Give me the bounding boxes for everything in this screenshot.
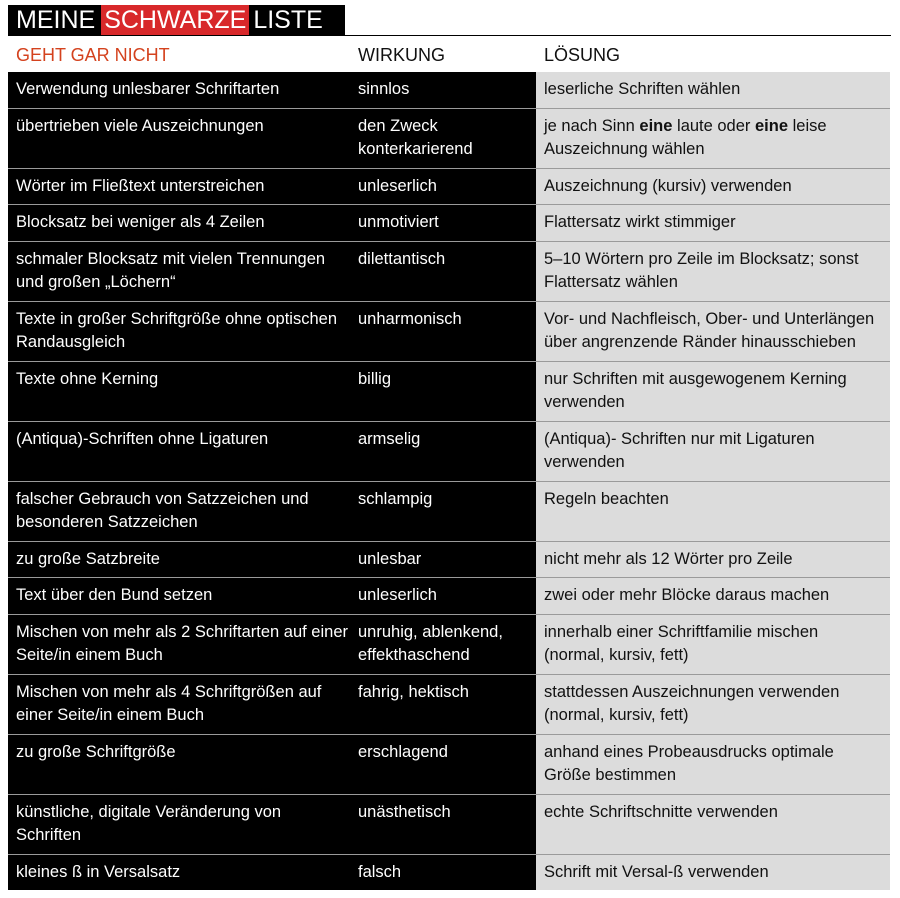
effect-cell: den Zweck konterkarierend: [358, 116, 473, 158]
effect-cell: sinnlos: [358, 80, 410, 98]
problem-cell: Mischen von mehr als 2 Schriftarten auf einer Seite/in einem Buch: [16, 622, 348, 664]
problem-cell: Mischen von mehr als 4 Schriftgrößen auf einer Seite/in einem Buch: [16, 682, 322, 724]
solution-text: laute oder: [672, 116, 755, 135]
effect-cell: unmotiviert: [358, 213, 439, 231]
table-row: [8, 795, 890, 855]
effect-cell: armselig: [358, 429, 421, 448]
title-part-meine: MEINE: [8, 5, 101, 35]
column-header-problem: GEHT GAR NICHT: [16, 45, 170, 65]
problem-cell: schmaler Blocksatz mit vielen Trennungen und großen „Löchern“: [16, 249, 326, 291]
problem-cell: falscher Gebrauch von Satzzeichen und besonderen Satzzeichen: [16, 489, 309, 531]
table-row: [8, 242, 890, 302]
problem-cell: Blocksatz bei weniger als 4 Zeilen: [16, 213, 265, 231]
solution-cell: nur Schriften mit ausgewogenem Kerning verwenden: [536, 362, 890, 421]
effect-cell: schlampig: [358, 489, 433, 508]
page-title: [8, 5, 345, 35]
solution-text: je nach Sinn: [544, 116, 640, 135]
table-row: [8, 855, 890, 891]
solution-cell: Auszeichnung (kursiv) verwenden: [536, 169, 890, 205]
effect-cell: unharmonisch: [358, 309, 462, 328]
effect-cell: erschlagend: [358, 742, 448, 761]
solution-cell: Vor- und Nachfleisch, Ober- und Unterlängen über angrenzende Ränder hinausschieben: [536, 302, 890, 361]
solution-cell: 5–10 Wörtern pro Zeile im Blocksatz; sonst Flattersatz wählen: [536, 242, 890, 301]
problem-cell: übertrieben viele Auszeichnungen: [16, 116, 264, 135]
solution-cell: Regeln beachten: [536, 482, 890, 541]
solution-emphasis: eine: [639, 116, 673, 135]
solution-cell: [536, 109, 890, 168]
solution-cell: leserliche Schriften wählen: [536, 72, 890, 108]
effect-cell: unleserlich: [358, 586, 437, 604]
solution-cell: Flattersatz wirkt stimmiger: [536, 205, 890, 241]
solution-cell: zwei oder mehr Blöcke daraus machen: [536, 578, 890, 614]
table-row: [8, 205, 890, 242]
table-row: [8, 675, 890, 735]
problem-cell: (Antiqua)-Schriften ohne Ligaturen: [16, 429, 269, 448]
table-row: [8, 302, 890, 362]
title-part-schwarze: SCHWARZE: [101, 5, 249, 35]
table-row: [8, 169, 890, 206]
solution-cell: nicht mehr als 12 Wörter pro Zeile: [536, 542, 890, 578]
solution-cell: Schrift mit Versal-ß verwenden: [536, 855, 890, 891]
blacklist-table: [8, 72, 890, 890]
effect-cell: unruhig, ablenkend, effekthaschend: [358, 622, 503, 664]
table-row: [8, 422, 890, 482]
problem-cell: zu große Satzbreite: [16, 549, 160, 568]
table-row: [8, 578, 890, 615]
effect-cell: falsch: [358, 862, 402, 881]
problem-cell: Texte in großer Schriftgröße ohne optischen Randausgleich: [16, 309, 338, 351]
table-header: [0, 43, 900, 67]
solution-cell: stattdessen Auszeichnungen verwenden (normal, kursiv, fett): [536, 675, 890, 734]
solution-emphasis: eine: [755, 116, 789, 135]
column-header-solution: LÖSUNG: [544, 45, 621, 65]
effect-cell: unästhetisch: [358, 802, 451, 821]
column-header-effect: WIRKUNG: [358, 45, 445, 65]
problem-cell: Texte ohne Kerning: [16, 369, 159, 388]
solution-text: leise Auszeichnung wählen: [544, 116, 827, 158]
table-row: [8, 542, 890, 579]
table-row: [8, 615, 890, 675]
effect-cell: billig: [358, 369, 392, 388]
table-row: [8, 735, 890, 795]
effect-cell: unleserlich: [358, 176, 437, 195]
solution-cell: innerhalb einer Schriftfamilie mischen (normal, kursiv, fett): [536, 615, 890, 674]
table-row: [8, 109, 890, 169]
effect-cell: dilettantisch: [358, 249, 446, 268]
problem-cell: künstliche, digitale Veränderung von Schriften: [16, 802, 282, 844]
title-part-liste: LISTE: [249, 5, 344, 35]
solution-cell: echte Schriftschnitte verwenden: [536, 795, 890, 854]
table-row: [8, 482, 890, 542]
problem-cell: zu große Schriftgröße: [16, 742, 176, 761]
table-row: [8, 362, 890, 422]
problem-cell: kleines ß in Versalsatz: [16, 862, 181, 881]
solution-cell: (Antiqua)- Schriften nur mit Ligaturen verwenden: [536, 422, 890, 481]
problem-cell: Text über den Bund setzen: [16, 586, 213, 604]
title-divider: [8, 35, 891, 36]
solution-cell: anhand eines Probeausdrucks optimale Größe bestimmen: [536, 735, 890, 794]
problem-cell: Verwendung unlesbarer Schriftarten: [16, 80, 280, 98]
table-row: [8, 72, 890, 109]
effect-cell: fahrig, hektisch: [358, 682, 469, 701]
effect-cell: unlesbar: [358, 549, 422, 568]
problem-cell: Wörter im Fließtext unterstreichen: [16, 176, 265, 195]
